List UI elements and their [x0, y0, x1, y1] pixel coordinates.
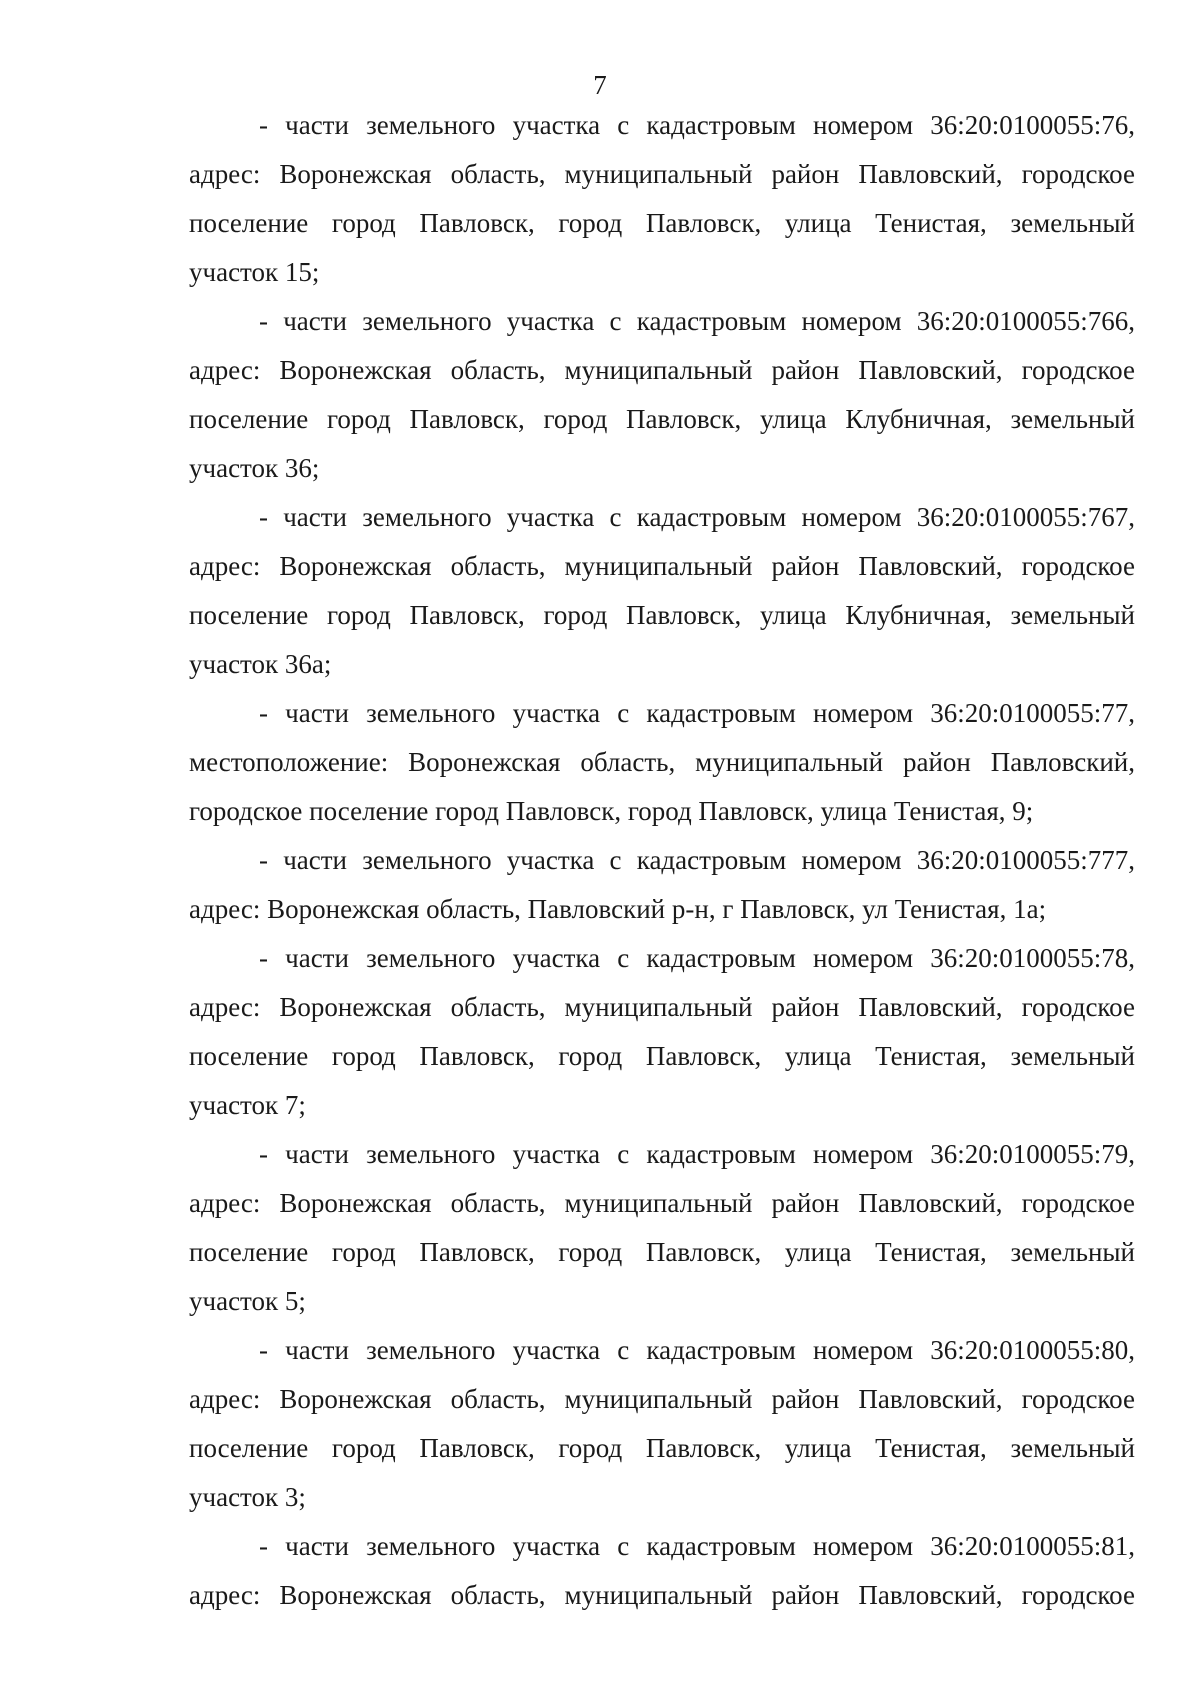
text-line: участок 3;: [189, 1482, 306, 1512]
text-line: поселение город Павловск, город Павловск, улица Тенистая, земельный: [189, 208, 1135, 238]
text-line: - части земельного участка с кадастровым номером 36:20:0100055:767,: [259, 502, 1135, 532]
text-line: поселение город Павловск, город Павловск, улица Клубничная, земельный: [189, 404, 1135, 434]
list-item: [189, 1326, 1135, 1522]
text-line: - части земельного участка с кадастровым номером 36:20:0100055:80,: [259, 1335, 1135, 1365]
list-item: [189, 1130, 1135, 1326]
list-item: [189, 934, 1135, 1130]
text-line: участок 36;: [189, 453, 320, 483]
text-line: адрес: Воронежская область, муниципальный район Павловский, городское: [189, 159, 1135, 189]
text-line: - части земельного участка с кадастровым номером 36:20:0100055:77,: [259, 698, 1135, 728]
list-item: [189, 836, 1135, 934]
text-line: адрес: Воронежская область, муниципальный район Павловский, городское: [189, 551, 1135, 581]
text-line: - части земельного участка с кадастровым номером 36:20:0100055:76,: [259, 110, 1135, 140]
text-line: участок 7;: [189, 1090, 306, 1120]
text-line: участок 5;: [189, 1286, 306, 1316]
text-line: - части земельного участка с кадастровым номером 36:20:0100055:78,: [259, 943, 1135, 973]
list-item: [189, 1522, 1135, 1620]
text-line: адрес: Воронежская область, муниципальный район Павловский, городское: [189, 1384, 1135, 1414]
list-item: [189, 297, 1135, 493]
document-body: [189, 101, 1135, 1620]
text-line: адрес: Воронежская область, муниципальный район Павловский, городское: [189, 992, 1135, 1022]
text-line: адрес: Воронежская область, Павловский р-н, г Павловск, ул Тенистая, 1а;: [189, 894, 1047, 924]
list-item: [189, 689, 1135, 836]
text-line: поселение город Павловск, город Павловск, улица Тенистая, земельный: [189, 1433, 1135, 1463]
text-line: местоположение: Воронежская область, муниципальный район Павловский,: [189, 747, 1135, 777]
list-item: [189, 493, 1135, 689]
text-line: адрес: Воронежская область, муниципальный район Павловский, городское: [189, 1188, 1135, 1218]
page-number: 7: [593, 70, 607, 100]
text-line: адрес: Воронежская область, муниципальный район Павловский, городское: [189, 355, 1135, 385]
text-line: поселение город Павловск, город Павловск, улица Клубничная, земельный: [189, 600, 1135, 630]
text-line: - части земельного участка с кадастровым номером 36:20:0100055:777,: [259, 845, 1135, 875]
text-line: участок 36а;: [189, 649, 332, 679]
list-item: [189, 101, 1135, 297]
text-line: - части земельного участка с кадастровым номером 36:20:0100055:81,: [259, 1531, 1135, 1561]
text-line: адрес: Воронежская область, муниципальный район Павловский, городское: [189, 1580, 1135, 1610]
text-line: поселение город Павловск, город Павловск, улица Тенистая, земельный: [189, 1041, 1135, 1071]
text-line: поселение город Павловск, город Павловск, улица Тенистая, земельный: [189, 1237, 1135, 1267]
text-line: городское поселение город Павловск, город Павловск, улица Тенистая, 9;: [189, 796, 1034, 826]
text-line: - части земельного участка с кадастровым номером 36:20:0100055:766,: [259, 306, 1135, 336]
text-line: - части земельного участка с кадастровым номером 36:20:0100055:79,: [259, 1139, 1135, 1169]
text-line: участок 15;: [189, 257, 320, 287]
